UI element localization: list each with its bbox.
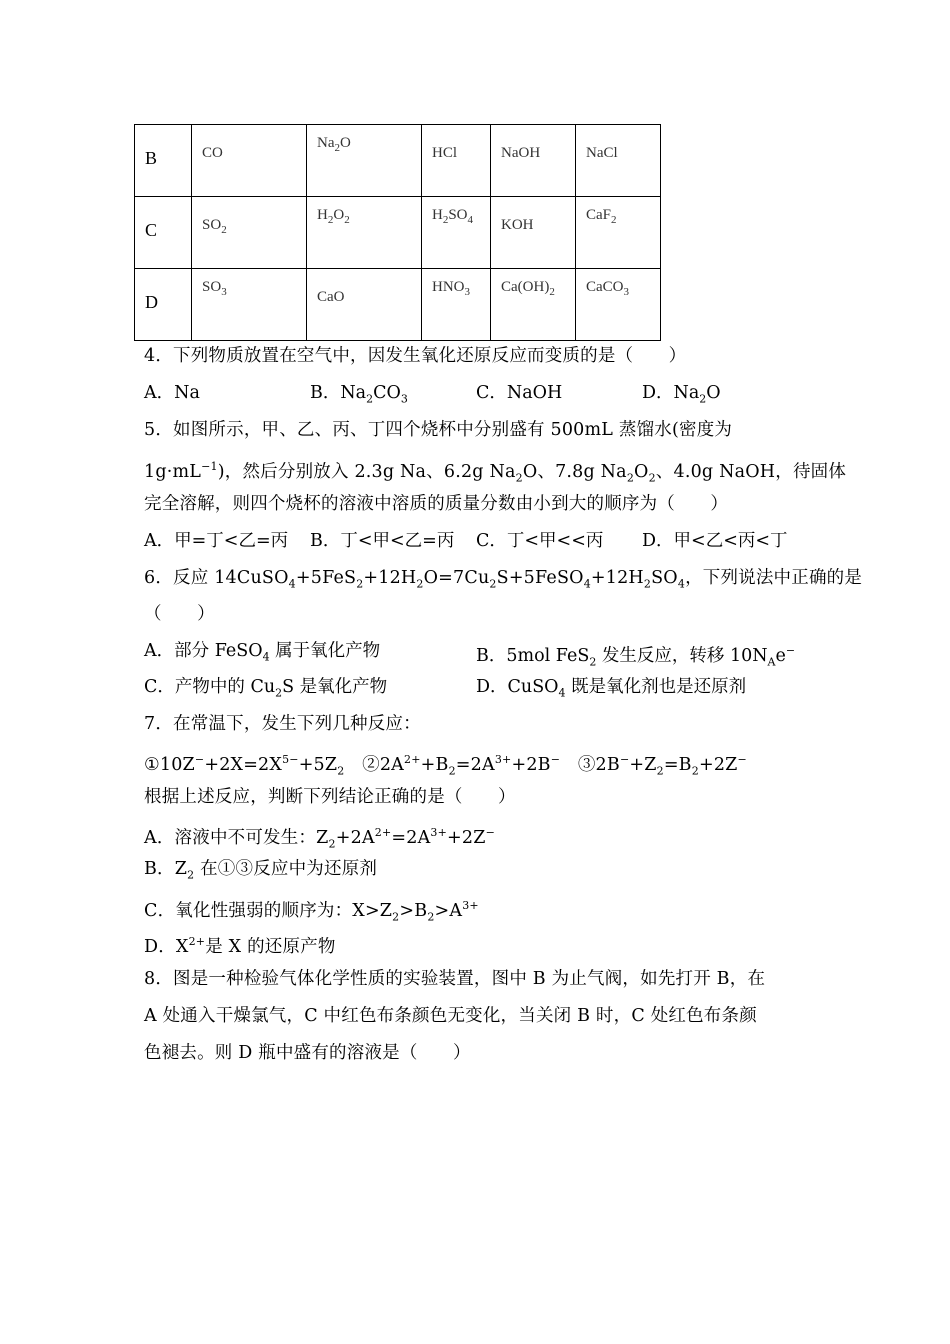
row-label: C	[135, 197, 192, 269]
table-cell: CO	[192, 125, 307, 197]
question-8-stem-line-2: A 处通入干燥氯气，C 中红色布条颜色无变化，当关闭 B 时，C 处红色布条颜	[144, 1006, 757, 1026]
question-4-stem: 4．下列物质放置在空气中，因发生氧化还原反应而变质的是（ ）	[144, 346, 687, 366]
q5-option-a: A．甲=丁<乙=丙	[144, 531, 289, 551]
question-5-stem-line-2: $1g\cdot mL^{-1}$)，然后分别放入 2.3g Na、6.2g $Na_2O$、7.8g $Na_2O_2$、4.0g NaOH，待固体	[144, 460, 847, 485]
question-6-stem-line-1: 6．反应 $14CuSO_4+5FeS_2+12H_2O=7Cu_2S+5FeSO_4+12H_2SO_4$，下列说法中正确的是	[144, 568, 863, 591]
row-label: D	[135, 269, 192, 341]
question-5-stem-line-1: 5．如图所示，甲、乙、丙、丁四个烧杯中分别盛有 500mL 蒸馏水(密度为	[144, 420, 733, 440]
table-row	[135, 197, 661, 269]
table-cell: $SO_3$	[192, 269, 307, 341]
q7-option-b: B．$Z_2$ 在①③反应中为还原剂	[144, 859, 378, 882]
q4-option-a: A．Na	[144, 383, 200, 403]
question-8-stem-line-1: 8．图是一种检验气体化学性质的实验装置，图中 B 为止气阀，如先打开 B，在	[144, 969, 766, 989]
question-8-stem-line-3: 色褪去。则 D 瓶中盛有的溶液是（ ）	[144, 1043, 471, 1063]
question-6-stem-line-2: （ ）	[144, 604, 215, 624]
table-cell: KOH	[491, 197, 576, 269]
reagent-table	[134, 124, 661, 341]
table-cell: HCl	[422, 125, 491, 197]
question-7-prompt: 根据上述反应，判断下列结论正确的是（ ）	[144, 787, 516, 807]
q4-option-c: C．NaOH	[476, 383, 563, 403]
table-cell: CaCO$_3$	[576, 269, 661, 341]
table-row	[135, 269, 661, 341]
table-cell: $Ca(OH)_2$	[491, 269, 576, 341]
table-cell: NaOH	[491, 125, 576, 197]
q5-option-b: B．丁<甲<乙=丙	[310, 531, 455, 551]
q4-option-b: B．$Na_2CO_3$	[310, 383, 408, 406]
q5-option-c: C．丁<甲<<丙	[476, 531, 604, 551]
table-cell: $Na_2O$	[307, 125, 422, 197]
q6-option-a: A．部分 FeSO$_4$ 属于氧化产物	[144, 641, 381, 664]
table-cell: $H_2O_2$	[307, 197, 422, 269]
table-row	[135, 125, 661, 197]
table-cell: NaCl	[576, 125, 661, 197]
table-cell: CaO	[307, 269, 422, 341]
question-7-reactions: $①10Z^-+2X=2X^{5-}+5Z_2$ $②2A^{2+}+B_2=2A^{3+}+2B^-$ $③2B^-+Z_2=B_2+2Z^-$	[144, 753, 747, 778]
q7-option-a: A．溶液中不可发生：$Z_2+2A^{2+}=2A^{3+}+2Z^-$	[144, 826, 496, 851]
question-5-stem-line-3: 完全溶解，则四个烧杯的溶液中溶质的质量分数由小到大的顺序为（ ）	[144, 494, 729, 514]
table-cell: CaF$_2$	[576, 197, 661, 269]
table-cell: $H_2SO_4$	[422, 197, 491, 269]
q6-option-c: C．产物中的 $Cu_2S$ 是氧化产物	[144, 677, 388, 700]
q6-option-b: B．5mol FeS$_2$ 发生反应，转移 $10N_Ae^-$	[476, 644, 796, 669]
row-label: B	[135, 125, 192, 197]
table-cell: $SO_2$	[192, 197, 307, 269]
q4-option-d: D．$Na_2O$	[642, 383, 721, 406]
q7-option-c: C．氧化性强弱的顺序为：$X>Z_2>B_2>A^{3+}$	[144, 899, 479, 924]
q5-option-d: D．甲<乙<丙<丁	[642, 531, 788, 551]
table-cell: $HNO_3$	[422, 269, 491, 341]
q7-option-d: D．$X^{2+}$是 X 的还原产物	[144, 935, 336, 957]
q6-option-d: D．CuSO$_4$ 既是氧化剂也是还原剂	[476, 677, 747, 700]
question-7-stem: 7．在常温下，发生下列几种反应：	[144, 714, 421, 734]
